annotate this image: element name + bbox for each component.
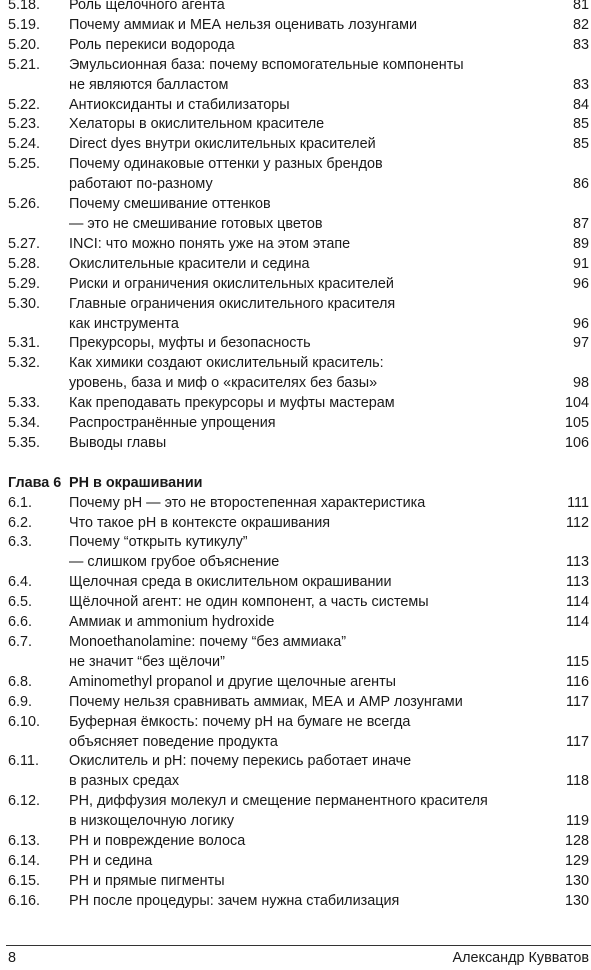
entry-title-line: — это не смешивание готовых цветов: [69, 215, 323, 232]
entry-title-line: Хелаторы в окислительном красителе: [69, 116, 325, 133]
entry-title: [69, 514, 531, 534]
toc-entry[interactable]: [0, 593, 591, 613]
entry-number: 5.28.: [8, 255, 41, 272]
entry-title: [69, 0, 531, 16]
toc-entry[interactable]: [0, 354, 591, 394]
entry-title-line: Аммиак и ammonium hydroxide: [69, 614, 275, 631]
entry-title-line: Риски и ограничения окислительных красителей: [69, 275, 394, 292]
entry-title: [69, 295, 531, 335]
entry-title-line: Буферная ёмкость: почему pH на бумаге не всегда: [69, 713, 411, 730]
toc-entry[interactable]: [0, 673, 591, 693]
entry-title: [69, 195, 531, 235]
chapter-6-heading[interactable]: [0, 474, 591, 494]
entry-number: 5.29.: [8, 275, 41, 292]
entry-title-line: Окислительные красители и седина: [69, 255, 310, 272]
entry-page-number: 128: [564, 833, 589, 850]
entry-title-line: Почему аммиак и МЕА нельзя оценивать лозунгами: [69, 16, 418, 33]
footer-page-number: 8: [8, 950, 17, 966]
entry-number: 6.14.: [8, 852, 41, 869]
entry-title: [69, 275, 531, 295]
entry-page-number: 86: [572, 176, 589, 193]
entry-number: 6.16.: [8, 892, 41, 909]
entry-title-line: Выводы главы: [69, 434, 167, 451]
entry-number: 6.2.: [8, 514, 33, 531]
entry-title-line: РН и прямые пигменты: [69, 872, 225, 889]
entry-number: 6.9.: [8, 693, 33, 710]
entry-title-line: РН и седина: [69, 852, 153, 869]
entry-title-line: Почему “открыть кутикулу”: [69, 534, 248, 551]
toc-entry[interactable]: [0, 633, 591, 673]
entry-number: 5.21.: [8, 56, 41, 73]
entry-number: 6.4.: [8, 574, 33, 591]
toc-entry[interactable]: [0, 832, 591, 852]
entry-number: 6.12.: [8, 793, 41, 810]
entry-number: 5.25.: [8, 156, 41, 173]
entry-title: [69, 56, 531, 96]
entry-page-number: 114: [566, 594, 589, 611]
toc-entry[interactable]: [0, 334, 591, 354]
entry-number: 5.24.: [8, 136, 41, 153]
entry-page-number: 115: [566, 653, 589, 670]
toc-entry[interactable]: [0, 892, 591, 912]
entry-title-line: Почему одинаковые оттенки у разных брендов: [69, 156, 383, 173]
toc-entry[interactable]: [0, 713, 591, 753]
entry-title: [69, 693, 531, 713]
entry-title: [69, 434, 531, 454]
entry-page-number: 105: [564, 415, 589, 432]
toc-entry[interactable]: [0, 275, 591, 295]
entry-title-line: Как химики создают окислительный краситель:: [69, 355, 384, 372]
entry-title-line: Эмульсионная база: почему вспомогательные компоненты: [69, 56, 464, 73]
entry-number: 5.30.: [8, 295, 41, 312]
entry-title-line: Прекурсоры, муфты и безопасность: [69, 335, 311, 352]
entry-page-number: 130: [564, 872, 589, 889]
entry-title: [69, 414, 531, 434]
entry-number: 6.15.: [8, 872, 41, 889]
toc-entry[interactable]: [0, 752, 591, 792]
entry-number: 5.34.: [8, 415, 41, 432]
entry-page-number: 96: [572, 315, 589, 332]
entry-title: [69, 155, 531, 195]
entry-title-line: объясняет поведение продукта: [69, 733, 278, 750]
entry-page-number: 85: [572, 136, 589, 153]
entry-title-line: Почему смешивание оттенков: [69, 196, 271, 213]
entry-title: [69, 752, 531, 792]
entry-number: 6.7.: [8, 633, 33, 650]
entry-title: [69, 334, 531, 354]
entry-title: [69, 593, 531, 613]
entry-title: [69, 633, 531, 673]
entry-title-line: Aminomethyl propanol и другие щелочные агенты: [69, 673, 396, 690]
entry-page-number: 87: [572, 215, 589, 232]
entry-page-number: 89: [572, 235, 589, 252]
chapter-number: Глава 6: [8, 474, 62, 491]
entry-title: [69, 872, 531, 892]
entry-number: 5.19.: [8, 16, 41, 33]
entry-title: [69, 673, 531, 693]
entry-page-number: 113: [566, 574, 589, 591]
toc-entry[interactable]: [0, 394, 591, 414]
entry-page-number: 114: [566, 614, 589, 631]
entry-page-number: 98: [572, 375, 589, 392]
entry-number: 6.8.: [8, 673, 33, 690]
toc-entry[interactable]: [0, 295, 591, 335]
toc-entry[interactable]: [0, 414, 591, 434]
entry-title-line: как инструмента: [69, 315, 179, 332]
entry-title-line: Главные ограничения окислительного красителя: [69, 295, 396, 312]
entry-page-number: 112: [566, 514, 589, 531]
entry-title: [69, 255, 531, 275]
toc-entry[interactable]: [0, 872, 591, 892]
entry-number: 5.27.: [8, 235, 41, 252]
entry-title-line: Direct dyes внутри окислительных красителей: [69, 136, 376, 153]
entry-title: [69, 573, 531, 593]
toc-entry[interactable]: [0, 0, 591, 16]
entry-title-line: — слишком грубое объяснение: [69, 554, 280, 571]
entry-title-line: не являются балластом: [69, 76, 229, 93]
entry-page-number: 116: [566, 673, 589, 690]
entry-title-line: Щёлочной агент: не один компонент, а часть системы: [69, 594, 429, 611]
entry-title-line: Распространённые упрощения: [69, 415, 276, 432]
toc-entry[interactable]: [0, 255, 591, 275]
entry-title: [69, 494, 531, 514]
entry-page-number: 83: [572, 36, 589, 53]
toc-entry[interactable]: [0, 533, 591, 573]
entry-title-line: РН, диффузия молекул и смещение перманентного красителя: [69, 793, 488, 810]
entry-number: 6.13.: [8, 833, 41, 850]
entry-page-number: 91: [572, 255, 589, 272]
toc-entry[interactable]: [0, 56, 591, 96]
entry-title: [69, 533, 531, 573]
chapter-gap: [0, 454, 591, 474]
entry-number: 5.18.: [8, 0, 41, 13]
entry-title-line: Роль перекиси водорода: [69, 36, 235, 53]
entry-title-line: в разных средах: [69, 773, 180, 790]
footer-author: Александр Кувватов: [452, 950, 589, 966]
entry-number: 6.6.: [8, 614, 33, 631]
footer-rule: [6, 945, 591, 946]
chapter-5-entries: [0, 0, 591, 454]
toc-entry[interactable]: [0, 573, 591, 593]
entry-page-number: 117: [566, 693, 589, 710]
entry-page-number: 129: [564, 852, 589, 869]
toc-entry[interactable]: [0, 195, 591, 235]
entry-title-line: INCI: что можно понять уже на этом этапе: [69, 235, 351, 252]
entry-number: 6.11.: [8, 753, 39, 770]
toc-entry[interactable]: [0, 96, 591, 116]
entry-title: [69, 832, 531, 852]
toc-entry[interactable]: [0, 613, 591, 633]
entry-number: 6.3.: [8, 534, 33, 551]
entry-page-number: 118: [566, 773, 589, 790]
entry-title-line: Щелочная среда в окислительном окрашивании: [69, 574, 392, 591]
entry-title-line: Почему нельзя сравнивать аммиак, МЕА и AMP лозунгами: [69, 693, 463, 710]
toc-entry[interactable]: [0, 792, 591, 832]
entry-title-line: Роль щелочного агента: [69, 0, 225, 13]
entry-title-line: Monoethanolamine: почему “без аммиака”: [69, 633, 347, 650]
entry-number: 6.1.: [8, 494, 33, 511]
entry-page-number: 130: [564, 892, 589, 909]
entry-page-number: 97: [572, 335, 589, 352]
entry-page-number: 82: [572, 16, 589, 33]
toc-entry[interactable]: [0, 434, 591, 454]
entry-title: [69, 115, 531, 135]
toc-entry[interactable]: [0, 494, 591, 514]
entry-page-number: 83: [572, 76, 589, 93]
toc-entry[interactable]: [0, 852, 591, 872]
entry-title: [69, 613, 531, 633]
entry-number: 5.20.: [8, 36, 41, 53]
entry-title-line: не значит “без щёлочи”: [69, 653, 225, 670]
entry-number: 6.10.: [8, 713, 41, 730]
entry-title: [69, 135, 531, 155]
entry-title-line: в низкощелочную логику: [69, 813, 235, 830]
entry-page-number: 113: [566, 554, 589, 571]
entry-title: [69, 235, 531, 255]
entry-title: [69, 852, 531, 872]
toc-entry[interactable]: [0, 235, 591, 255]
entry-title-line: уровень, база и миф о «красителях без базы»: [69, 375, 378, 392]
toc-entry[interactable]: [0, 36, 591, 56]
entry-number: 5.23.: [8, 116, 41, 133]
entry-title: [69, 354, 531, 394]
entry-page-number: 106: [564, 434, 589, 451]
entry-page-number: 111: [567, 494, 589, 511]
toc-entry[interactable]: [0, 115, 591, 135]
entry-title-line: Что такое pH в контексте окрашивания: [69, 514, 331, 531]
entry-title: [69, 96, 531, 116]
toc-entry[interactable]: [0, 155, 591, 195]
entry-number: 5.31.: [8, 335, 41, 352]
toc-entry[interactable]: [0, 693, 591, 713]
toc-entry[interactable]: [0, 135, 591, 155]
entry-page-number: 85: [572, 116, 589, 133]
entry-title: [69, 36, 531, 56]
toc-entry[interactable]: [0, 16, 591, 36]
entry-page-number: 96: [572, 275, 589, 292]
entry-title-line: Почему pH — это не второстепенная характеристика: [69, 494, 426, 511]
toc-entry[interactable]: [0, 514, 591, 534]
entry-title-line: РН и повреждение волоса: [69, 833, 246, 850]
entry-number: 5.32.: [8, 355, 41, 372]
entry-title: [69, 394, 531, 414]
entry-title: [69, 713, 531, 753]
entry-title-line: Антиоксиданты и стабилизаторы: [69, 96, 290, 113]
entry-title: [69, 792, 531, 832]
entry-title: [69, 16, 531, 36]
entry-number: 6.5.: [8, 594, 33, 611]
entry-page-number: 117: [566, 733, 589, 750]
entry-number: 5.33.: [8, 395, 41, 412]
entry-page-number: 104: [564, 395, 589, 412]
entry-title-line: Как преподавать прекурсоры и муфты мастерам: [69, 395, 395, 412]
entry-page-number: 119: [566, 813, 589, 830]
entry-title-line: Окислитель и pH: почему перекись работает иначе: [69, 753, 412, 770]
entry-title-line: РН после процедуры: зачем нужна стабилизация: [69, 892, 400, 909]
chapter-6-entries: [0, 494, 591, 912]
chapter-title: PH в окрашивании: [69, 474, 203, 491]
entry-title: [69, 892, 531, 912]
entry-page-number: 81: [572, 0, 589, 13]
entry-number: 5.26.: [8, 196, 41, 213]
entry-number: 5.22.: [8, 96, 41, 113]
entry-title-line: работают по-разному: [69, 176, 213, 193]
entry-page-number: 84: [572, 96, 589, 113]
entry-number: 5.35.: [8, 434, 41, 451]
